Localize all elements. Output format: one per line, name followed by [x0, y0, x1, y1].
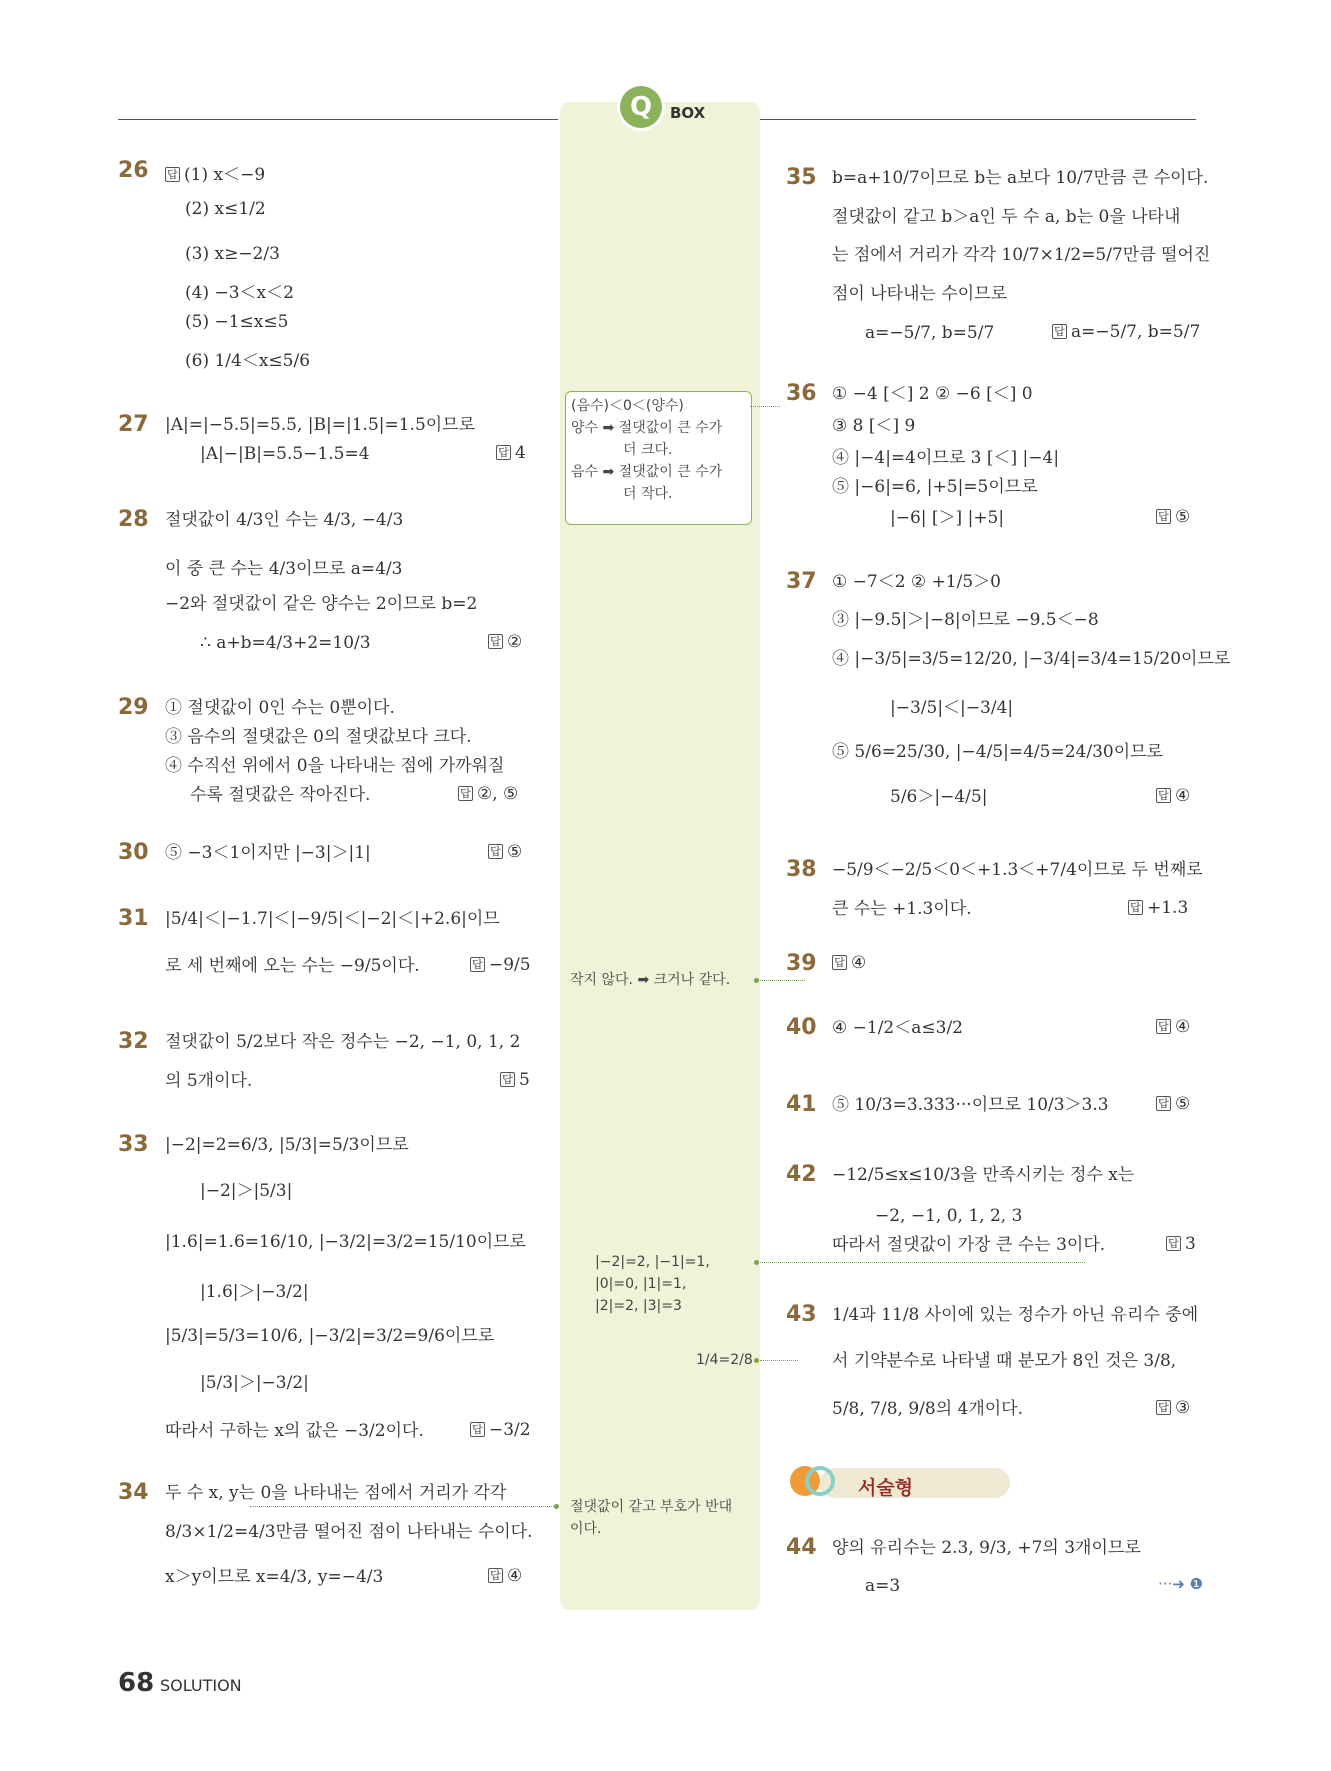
final-answer: 답 ④ [488, 1566, 522, 1586]
solution-line: ⑤ |−6|=6, |+5|=5이므로 [832, 477, 1038, 497]
final-answer: 답 ⑤ [488, 842, 522, 862]
problem-number: 27 [118, 412, 149, 437]
problem-number: 43 [786, 1302, 817, 1327]
solution-line: ① −7＜2 ② +1/5＞0 [832, 572, 1001, 592]
problem-number: 40 [786, 1015, 817, 1040]
solution-line: ④ |−3/5|=3/5=12/20, |−3/4|=3/4=15/20이므로 [832, 649, 1231, 669]
problem-number: 42 [786, 1162, 817, 1187]
q-logo: Q [620, 86, 662, 128]
final-answer: 답 ④ [832, 953, 866, 973]
leader-dot [754, 1358, 759, 1363]
solution-line: ③ |−9.5|＞|−8|이므로 −9.5＜−8 [832, 610, 1099, 630]
solution-line: 절댓값이 4/3인 수는 4/3, −4/3 [165, 510, 404, 530]
problem-number: 36 [786, 381, 817, 406]
problem-number: 41 [786, 1092, 817, 1117]
solution-line: ⑤ 10/3=3.333···이므로 10/3＞3.3 [832, 1095, 1109, 1115]
problem-number: 44 [786, 1535, 817, 1560]
footer-section: SOLUTION [160, 1676, 242, 1695]
problem-number: 32 [118, 1029, 149, 1054]
final-answer: 답 3 [1166, 1234, 1196, 1254]
solution-line: ④ −1/2＜a≤3/2 [832, 1018, 963, 1038]
qbox-note: 더 크다. [623, 442, 673, 458]
solution-line: |5/3|=5/3=10/6, |−3/2|=3/2=9/6이므로 [165, 1326, 495, 1346]
solution-line: x＞y이므로 x=4/3, y=−4/3 [165, 1567, 384, 1587]
header-rule-left [118, 119, 558, 120]
final-answer: 답 −3/2 [470, 1420, 531, 1440]
solution-line: ③ 8 [＜] 9 [832, 416, 916, 436]
solution-line: |−3/5|＜|−3/4| [890, 698, 1014, 718]
final-answer: 답 ② [488, 632, 522, 652]
final-answer: 답 4 [496, 443, 526, 463]
solution-line: −2와 절댓값이 같은 양수는 2이므로 b=2 [165, 594, 478, 614]
problem-number: 37 [786, 569, 817, 594]
solution-line: |1.6|=1.6=16/10, |−3/2|=3/2=15/10이므로 [165, 1232, 526, 1252]
solution-line: ① −4 [＜] 2 ② −6 [＜] 0 [832, 384, 1033, 404]
header-rule-right [760, 119, 1196, 120]
solution-line: −5/9＜−2/5＜0＜+1.3＜+7/4이므로 두 번째로 [832, 860, 1203, 880]
solution-line: ① 절댓값이 0인 수는 0뿐이다. [165, 698, 395, 718]
solution-line: 절댓값이 5/2보다 작은 정수는 −2, −1, 0, 1, 2 [165, 1032, 521, 1052]
solution-line: 절댓값이 같고 b＞a인 두 수 a, b는 0을 나타내 [832, 207, 1181, 227]
solution-line: 이 중 큰 수는 4/3이므로 a=4/3 [165, 559, 403, 579]
final-answer: 답 +1.3 [1128, 898, 1188, 918]
problem-number: 33 [118, 1132, 149, 1157]
leader-line [760, 1360, 798, 1361]
problem-number: 38 [786, 857, 817, 882]
qbox-note: |−2|=2, |−1|=1, [595, 1254, 710, 1270]
solution-line: 8/3×1/2=4/3만큼 떨어진 점이 나타내는 수이다. [165, 1522, 533, 1542]
leader-line [750, 406, 780, 407]
section-heading-bg [820, 1468, 1010, 1498]
page-number: 68 [118, 1668, 155, 1698]
solution-line: 는 점에서 거리가 각각 10/7×1/2=5/7만큼 떨어진 [832, 245, 1211, 265]
answer-line: 답 (1) x＜−9 [165, 160, 265, 185]
solution-line: |A|−|B|=5.5−1.5=4 [200, 444, 370, 464]
solution-line: 로 세 번째에 오는 수는 −9/5이다. [165, 956, 420, 976]
solution-line: ④ |−4|=4이므로 3 [＜] |−4| [832, 448, 1060, 468]
solution-line: 큰 수는 +1.3이다. [832, 899, 972, 919]
final-answer: 답 ⑤ [1156, 1094, 1190, 1114]
problem-number: 30 [118, 840, 149, 865]
final-answer: 답 ②, ⑤ [458, 784, 518, 804]
solution-line: ③ 음수의 절댓값은 0의 절댓값보다 크다. [165, 727, 472, 747]
problem-number: 28 [118, 507, 149, 532]
qbox-note: 작지 않다. ➡ 크거나 같다. [570, 972, 731, 988]
qbox-note: 더 작다. [623, 486, 673, 502]
qbox-note: 1/4=2/8 [696, 1352, 753, 1368]
solution-line: |5/3|＞|−3/2| [200, 1373, 309, 1393]
solution-line: −2, −1, 0, 1, 2, 3 [875, 1206, 1023, 1226]
problem-number: 31 [118, 906, 149, 931]
final-answer: 답 ④ [1156, 786, 1190, 806]
solution-line: |−2|＞|5/3| [200, 1181, 293, 1201]
solution-line: ④ 수직선 위에서 0을 나타내는 점에 가까워질 [165, 756, 505, 776]
solution-line: |1.6|＞|−3/2| [200, 1282, 309, 1302]
final-answer: 답 ③ [1156, 1398, 1190, 1418]
section-icon [805, 1466, 835, 1496]
leader-line [760, 1262, 1085, 1263]
problem-number: 29 [118, 695, 149, 720]
solution-line: ⑤ −3＜1이지만 |−3|＞|1| [165, 843, 371, 863]
qbox-note: |0|=0, |1|=1, [595, 1276, 687, 1292]
solution-line: 점이 나타내는 수이므로 [832, 284, 1008, 304]
leader-dot [554, 1504, 559, 1509]
solution-line: 두 수 x, y는 0을 나타내는 점에서 거리가 각각 [165, 1483, 507, 1503]
qbox-note: 절댓값이 같고 부호가 반대 [570, 1499, 733, 1515]
qbox-note: (음수)＜0＜(양수) [571, 398, 684, 414]
solution-line: 5/8, 7/8, 9/8의 4개이다. [832, 1399, 1024, 1419]
solution-line: ⑤ 5/6=25/30, |−4/5|=4/5=24/30이므로 [832, 742, 1163, 762]
continuation-marker: ···➜ ❶ [1158, 1575, 1204, 1593]
final-answer: 답 a=−5/7, b=5/7 [1052, 322, 1200, 342]
answer-line: (5) −1≤x≤5 [185, 312, 289, 332]
leader-line [250, 1506, 554, 1507]
solution-line: |−6| [＞] |+5| [890, 508, 1005, 528]
leader-dot [754, 978, 759, 983]
solution-line: 따라서 절댓값이 가장 큰 수는 3이다. [832, 1235, 1106, 1255]
solution-line: 5/6＞|−4/5| [890, 787, 988, 807]
final-answer: 답 −9/5 [470, 955, 531, 975]
leader-dot [754, 1260, 759, 1265]
solution-line: −12/5≤x≤10/3을 만족시키는 정수 x는 [832, 1165, 1135, 1185]
leader-line [760, 980, 805, 981]
solution-line: 따라서 구하는 x의 값은 −3/2이다. [165, 1421, 424, 1441]
solution-line: b=a+10/7이므로 b는 a보다 10/7만큼 큰 수이다. [832, 168, 1209, 188]
solution-line: |A|=|−5.5|=5.5, |B|=|1.5|=1.5이므로 [165, 415, 476, 435]
final-answer: 답 5 [500, 1070, 530, 1090]
solution-line: ∴ a+b=4/3+2=10/3 [200, 633, 371, 653]
solution-line: 양의 유리수는 2.3, 9/3, +7의 3개이므로 [832, 1538, 1141, 1558]
solution-line: |−2|=2=6/3, |5/3|=5/3이므로 [165, 1135, 409, 1155]
final-answer: 답 ④ [1156, 1017, 1190, 1037]
answer-line: (3) x≥−2/3 [185, 244, 280, 264]
solution-line: 서 기약분수로 나타낼 때 분모가 8인 것은 3/8, [832, 1351, 1177, 1371]
answer-line: (6) 1/4＜x≤5/6 [185, 351, 311, 371]
solution-line: 의 5개이다. [165, 1071, 253, 1091]
solution-line: a=3 [865, 1576, 901, 1596]
qbox-note: 음수 ➡ 절댓값이 큰 수가 [571, 464, 723, 480]
final-answer: 답 ⑤ [1156, 507, 1190, 527]
answer-line: (2) x≤1/2 [185, 199, 266, 219]
problem-number: 34 [118, 1480, 149, 1505]
section-heading: 서술형 [858, 1477, 914, 1499]
qbox-note: |2|=2, |3|=3 [595, 1298, 682, 1314]
qbox-note: 이다. [570, 1521, 602, 1537]
solution-line: 수록 절댓값은 작아진다. [190, 785, 371, 805]
box-label: BOX [670, 104, 706, 122]
q-box-column [560, 102, 760, 1610]
answer-line: (4) −3＜x＜2 [185, 283, 294, 303]
solution-line: 1/4과 11/8 사이에 있는 정수가 아닌 유리수 중에 [832, 1305, 1199, 1325]
problem-number: 35 [786, 165, 817, 190]
solution-line: |5/4|＜|−1.7|＜|−9/5|＜|−2|＜|+2.6|이므 [165, 909, 500, 929]
problem-number: 26 [118, 158, 149, 183]
qbox-note: 양수 ➡ 절댓값이 큰 수가 [571, 420, 723, 436]
solution-line: a=−5/7, b=5/7 [865, 323, 995, 343]
problem-number: 39 [786, 951, 817, 976]
